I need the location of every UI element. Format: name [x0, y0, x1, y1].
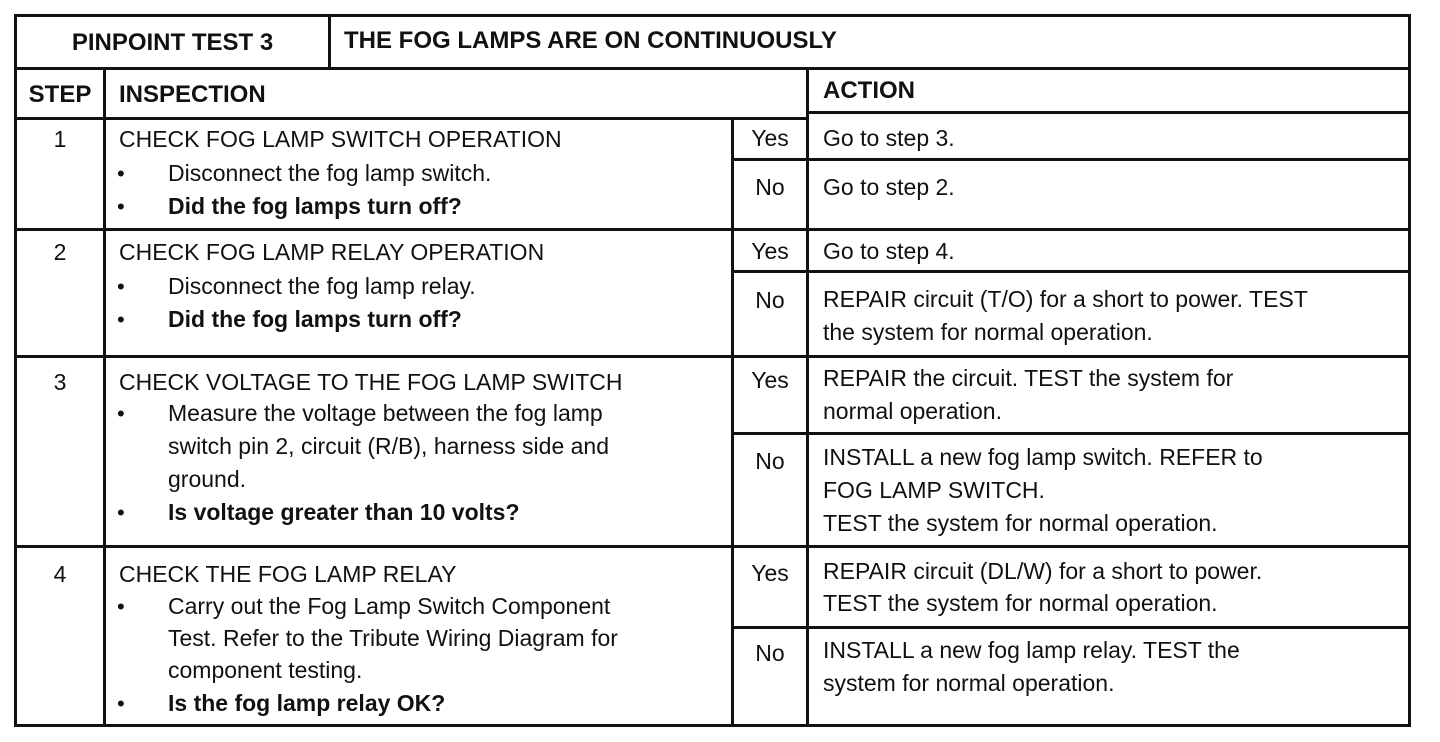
- no-action: INSTALL a new fog lamp relay. TEST the: [823, 637, 1240, 663]
- title-divider: [328, 14, 331, 70]
- no-action: TEST the system for normal operation.: [823, 510, 1218, 536]
- header-row-bottom-right: [806, 111, 1411, 114]
- bullet-line: Disconnect the fog lamp relay.: [168, 273, 476, 299]
- step-title: CHECK VOLTAGE TO THE FOG LAMP SWITCH: [119, 369, 623, 395]
- no-label: No: [755, 448, 785, 474]
- bullet-dot: •: [117, 194, 125, 219]
- step-number: 4: [53, 561, 67, 587]
- yes-action: Go to step 3.: [823, 125, 955, 151]
- yes-no-separator-2: [731, 270, 1411, 273]
- step-separator-2-3: [14, 355, 1411, 358]
- yes-action: REPAIR circuit (DL/W) for a short to power.: [823, 558, 1263, 584]
- yes-no-separator-4: [731, 626, 1411, 629]
- yes-action: REPAIR the circuit. TEST the system for: [823, 365, 1234, 391]
- step-title: CHECK FOG LAMP SWITCH OPERATION: [119, 126, 562, 152]
- bullet-dot: •: [117, 691, 125, 716]
- no-action: system for normal operation.: [823, 670, 1115, 696]
- yes-no-separator-3: [731, 432, 1411, 435]
- yes-action: Go to step 4.: [823, 238, 955, 264]
- step-title: CHECK THE FOG LAMP RELAY: [119, 561, 457, 587]
- no-action: INSTALL a new fog lamp switch. REFER to: [823, 444, 1263, 470]
- step-number: 2: [53, 239, 67, 265]
- bullet-question: Is the fog lamp relay OK?: [168, 690, 446, 716]
- table-border-top: [14, 14, 1411, 17]
- table-border-bottom: [14, 724, 1411, 727]
- bullet-dot: •: [117, 401, 125, 426]
- step-title: CHECK FOG LAMP RELAY OPERATION: [119, 239, 545, 265]
- yes-label: Yes: [751, 125, 789, 151]
- bullet-dot: •: [117, 500, 125, 525]
- yes-label: Yes: [751, 367, 789, 393]
- yes-action: TEST the system for normal operation.: [823, 590, 1218, 616]
- bullet-line: Measure the voltage between the fog lamp: [168, 400, 603, 426]
- table-border-right: [1408, 14, 1411, 727]
- no-label: No: [755, 174, 785, 200]
- bullet-question: Did the fog lamps turn off?: [168, 306, 462, 332]
- step-column-divider: [103, 67, 106, 727]
- bullet-line: Carry out the Fog Lamp Switch Component: [168, 593, 611, 619]
- yes-no-separator-1: [731, 158, 1411, 161]
- bullet-dot: •: [117, 274, 125, 299]
- bullet-dot: •: [117, 307, 125, 332]
- bullet-line: ground.: [168, 466, 247, 492]
- no-label: No: [755, 287, 785, 313]
- step-number: 3: [53, 369, 67, 395]
- no-action: Go to step 2.: [823, 174, 955, 200]
- bullet-dot: •: [117, 594, 125, 619]
- pinpoint-test-title: THE FOG LAMPS ARE ON CONTINUOUSLY: [344, 27, 837, 54]
- bullet-line: component testing.: [168, 657, 363, 683]
- no-label: No: [755, 640, 785, 666]
- title-row-bottom: [14, 67, 1411, 70]
- bullet-question: Is voltage greater than 10 volts?: [168, 499, 520, 525]
- step-number: 1: [53, 126, 67, 152]
- no-action: REPAIR circuit (T/O) for a short to power. TEST: [823, 286, 1308, 312]
- inspection-column-header: INSPECTION: [119, 81, 266, 108]
- bullet-line: Test. Refer to the Tribute Wiring Diagram for: [168, 625, 618, 651]
- step-column-header: STEP: [28, 81, 92, 108]
- action-column-header: ACTION: [823, 77, 915, 104]
- bullet-line: switch pin 2, circuit (R/B), harness side and: [168, 433, 610, 459]
- no-action: FOG LAMP SWITCH.: [823, 477, 1045, 503]
- yes-label: Yes: [751, 238, 789, 264]
- yesno-column-divider: [731, 117, 734, 727]
- step-separator-1-2: [14, 228, 1411, 231]
- yes-action: normal operation.: [823, 398, 1002, 424]
- no-action: the system for normal operation.: [823, 319, 1153, 345]
- pinpoint-test-label: PINPOINT TEST 3: [71, 29, 274, 56]
- bullet-dot: •: [117, 161, 125, 186]
- bullet-question: Did the fog lamps turn off?: [168, 193, 462, 219]
- bullet-line: Disconnect the fog lamp switch.: [168, 160, 492, 186]
- yes-label: Yes: [751, 560, 789, 586]
- step-separator-3-4: [14, 545, 1411, 548]
- header-row-bottom-left: [14, 117, 809, 120]
